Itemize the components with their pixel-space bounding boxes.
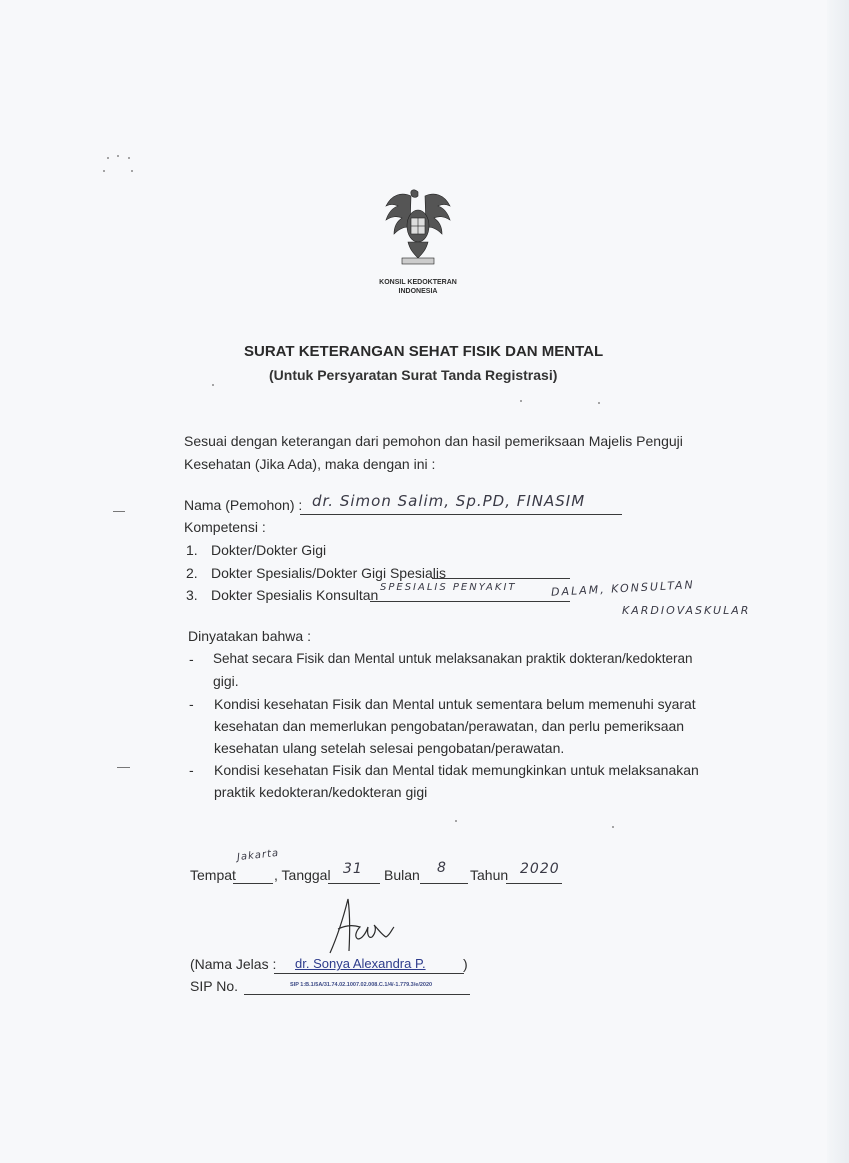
- option-1-line-1: Sehat secara Fisik dan Mental untuk melaksanakan praktik dokteran/kedokteran: [213, 651, 693, 666]
- signer-name-close: ): [463, 956, 468, 972]
- date-label: , Tanggal: [274, 867, 331, 883]
- scan-speck: [455, 820, 457, 822]
- option-2-dash: -: [189, 696, 194, 712]
- competence-3-handwritten-1: SPESIALIS PENYAKIT: [380, 582, 517, 593]
- org-line-1: KONSIL KEDOKTERAN: [379, 279, 457, 286]
- scan-speck: [103, 170, 105, 172]
- option-2-line-1: Kondisi kesehatan Fisik dan Mental untuk sementara belum memenuhi syarat: [214, 696, 696, 712]
- sip-stamp: SIP 1:B.1/5A/31.74.02.1007.02.008.C.1/4/-1.779.3/e/2020: [290, 982, 433, 988]
- applicant-name: dr. Simon Salim, Sp.PD, FINASIM: [312, 492, 586, 510]
- option-3-line-1: Kondisi kesehatan Fisik dan Mental tidak memungkinkan untuk melaksanakan: [214, 762, 699, 778]
- signer-name-stamp: dr. Sonya Alexandra P.: [295, 956, 426, 971]
- org-line-2: INDONESIA: [398, 288, 438, 295]
- year-value: 2020: [520, 861, 560, 877]
- scan-speck: [107, 157, 109, 159]
- option-2-line-2: kesehatan dan memerlukan pengobatan/perawatan, dan perlu pemeriksaan: [214, 718, 685, 734]
- applicant-underline: [300, 514, 622, 515]
- date-underline: [328, 883, 380, 884]
- scan-edge-shadow: [827, 0, 849, 1163]
- declared-label: Dinyatakan bahwa :: [188, 628, 311, 644]
- month-underline: [420, 883, 468, 884]
- intro-line-2: Kesehatan (Jika Ada), maka dengan ini :: [184, 456, 436, 472]
- competence-num-1: 1.: [186, 542, 198, 558]
- org-name: [356, 278, 480, 296]
- date-value: 31: [343, 861, 363, 877]
- competence-2-underline: [432, 578, 570, 579]
- competence-3-underline: [370, 601, 570, 602]
- competence-3-handwritten-2: DALAM, KONSULTAN: [550, 578, 696, 599]
- competence-num-3: 3.: [186, 587, 198, 603]
- option-3-dash: -: [189, 762, 194, 778]
- scan-mark: [113, 511, 125, 512]
- document-subtitle: (Untuk Persyaratan Surat Tanda Registrasi): [269, 367, 558, 383]
- competence-3-handwritten-3: KARDIOVASKULAR: [622, 604, 751, 617]
- option-1-line-2: gigi.: [213, 673, 239, 689]
- competence-num-2: 2.: [186, 565, 198, 581]
- scan-speck: [131, 170, 133, 172]
- signature-image: [320, 895, 400, 957]
- month-value: 8: [437, 860, 447, 876]
- scan-speck: [212, 384, 214, 386]
- competence-item-2: Dokter Spesialis/Dokter Gigi Spesialis: [211, 565, 446, 581]
- place-underline: [233, 883, 273, 884]
- year-label: Tahun: [470, 867, 509, 883]
- scan-speck: [520, 400, 522, 402]
- intro-line-1: Sesuai dengan keterangan dari pemohon dan hasil pemeriksaan Majelis Penguji: [184, 433, 683, 449]
- sip-underline: [244, 994, 470, 995]
- competence-item-1: Dokter/Dokter Gigi: [211, 542, 327, 558]
- year-underline: [506, 883, 562, 884]
- month-label: Bulan: [384, 867, 420, 883]
- place-value: Jakarta: [236, 847, 280, 864]
- scan-speck: [612, 826, 614, 828]
- document-title: SURAT KETERANGAN SEHAT FISIK DAN MENTAL: [244, 343, 604, 360]
- scan-speck: [598, 402, 600, 404]
- competence-label: Kompetensi :: [184, 519, 266, 535]
- scan-mark: [117, 767, 130, 768]
- sip-label: SIP No.: [190, 978, 238, 994]
- signer-name-underline: [274, 973, 464, 974]
- option-1-dash: -: [189, 651, 194, 667]
- scan-speck: [128, 157, 130, 159]
- place-label: Tempat: [190, 867, 236, 883]
- scan-speck: [117, 155, 119, 157]
- signer-name-label: (Nama Jelas :: [190, 956, 277, 972]
- option-2-line-3: kesehatan ulang setelah selesai pengobatan/perawatan.: [214, 740, 565, 756]
- competence-item-3: Dokter Spesialis Konsultan: [211, 587, 379, 603]
- garuda-emblem-icon: [380, 184, 456, 268]
- applicant-label: Nama (Pemohon) :: [184, 497, 303, 513]
- option-3-line-2: praktik kedokteran/kedokteran gigi: [214, 784, 428, 800]
